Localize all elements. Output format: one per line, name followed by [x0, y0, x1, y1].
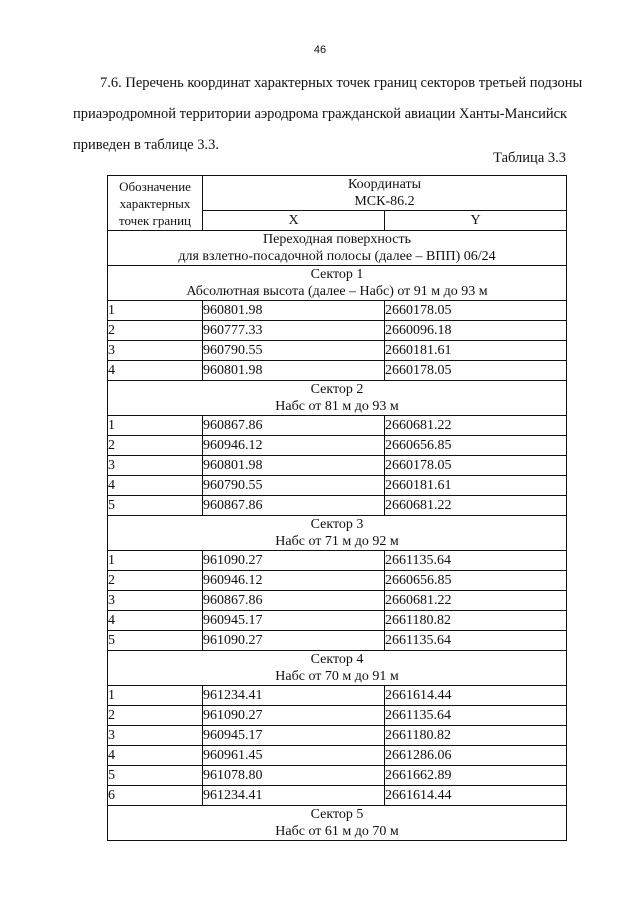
- y-coordinate-cell: 2661180.82: [385, 726, 567, 746]
- point-id-cell: 1: [108, 551, 203, 571]
- y-coordinate-cell: 2661180.82: [385, 611, 567, 631]
- sector-title-row: [108, 651, 567, 686]
- intro-paragraph: [73, 68, 593, 161]
- y-coordinate-cell: 2660681.22: [385, 416, 567, 436]
- y-coordinate-cell: 2661662.89: [385, 766, 567, 786]
- sector-name: Сектор 5: [310, 807, 364, 822]
- sector-name: Сектор 2: [310, 382, 364, 397]
- point-id-cell: 1: [108, 686, 203, 706]
- x-coordinate-cell: 961090.27: [203, 631, 385, 651]
- point-id-cell: 2: [108, 436, 203, 456]
- table-row: [108, 591, 567, 611]
- x-coordinate-cell: 961090.27: [203, 706, 385, 726]
- point-id-cell: 3: [108, 591, 203, 611]
- header-coordinates-title: Координаты: [348, 177, 421, 192]
- header-coordinates: [203, 176, 567, 211]
- point-id-cell: 5: [108, 766, 203, 786]
- intro-line-3: приведен в таблице 3.3.: [73, 137, 219, 153]
- x-coordinate-cell: 960945.17: [203, 726, 385, 746]
- sector-title-row: [108, 516, 567, 551]
- y-coordinate-cell: 2660656.85: [385, 571, 567, 591]
- x-coordinate-cell: 961234.41: [203, 686, 385, 706]
- sector-name: Сектор 1: [310, 267, 364, 282]
- table-row: [108, 706, 567, 726]
- table-row: [108, 476, 567, 496]
- x-coordinate-cell: 960777.33: [203, 321, 385, 341]
- y-coordinate-cell: 2661135.64: [385, 551, 567, 571]
- sector-title-row: [108, 381, 567, 416]
- point-id-cell: 3: [108, 726, 203, 746]
- table-row: [108, 496, 567, 516]
- x-coordinate-cell: 960790.55: [203, 476, 385, 496]
- point-id-cell: 5: [108, 496, 203, 516]
- sector-altitude-range: Набс от 70 м до 91 м: [275, 669, 399, 684]
- page-number: 46: [313, 44, 327, 56]
- y-coordinate-cell: 2660656.85: [385, 436, 567, 456]
- coordinates-table: [107, 175, 567, 841]
- x-coordinate-cell: 960946.12: [203, 571, 385, 591]
- point-id-cell: 3: [108, 341, 203, 361]
- point-id-cell: 3: [108, 456, 203, 476]
- point-id-cell: 4: [108, 746, 203, 766]
- y-coordinate-cell: 2661286.06: [385, 746, 567, 766]
- surface-title-line-2: для взлетно-посадочной полосы (далее – ВПП) 06/24: [178, 249, 496, 264]
- y-coordinate-cell: 2661135.64: [385, 631, 567, 651]
- point-id-cell: 6: [108, 786, 203, 806]
- table-row: [108, 571, 567, 591]
- table-row: [108, 766, 567, 786]
- intro-line-2: приаэродромной территории аэродрома гражданской авиации Ханты-Мансийск: [73, 106, 568, 122]
- point-id-cell: 2: [108, 706, 203, 726]
- table-row: [108, 611, 567, 631]
- x-coordinate-cell: 960801.98: [203, 301, 385, 321]
- sector-altitude-range: Набс от 61 м до 70 м: [275, 824, 399, 839]
- y-coordinate-cell: 2660181.61: [385, 476, 567, 496]
- sector-name: Сектор 4: [310, 652, 364, 667]
- surface-title-line-1: Переходная поверхность: [263, 232, 411, 247]
- y-coordinate-cell: 2660096.18: [385, 321, 567, 341]
- sector-title: [108, 806, 567, 841]
- point-id-cell: 4: [108, 361, 203, 381]
- table-row: [108, 551, 567, 571]
- x-coordinate-cell: 960946.12: [203, 436, 385, 456]
- point-id-cell: 2: [108, 321, 203, 341]
- header-coordinate-system: МСК-86.2: [354, 194, 415, 209]
- x-coordinate-cell: 960867.86: [203, 591, 385, 611]
- x-coordinate-cell: 960945.17: [203, 611, 385, 631]
- y-coordinate-cell: 2660178.05: [385, 301, 567, 321]
- y-coordinate-cell: 2661614.44: [385, 686, 567, 706]
- x-coordinate-cell: 960801.98: [203, 361, 385, 381]
- x-coordinate-cell: 960790.55: [203, 341, 385, 361]
- sector-name: Сектор 3: [310, 517, 364, 532]
- x-coordinate-cell: 961234.41: [203, 786, 385, 806]
- table-row: [108, 321, 567, 341]
- y-coordinate-cell: 2660681.22: [385, 496, 567, 516]
- sector-title: [108, 266, 567, 301]
- sector-altitude-range: Набс от 71 м до 92 м: [275, 534, 399, 549]
- point-id-cell: 5: [108, 631, 203, 651]
- point-id-cell: 4: [108, 476, 203, 496]
- y-coordinate-cell: 2660681.22: [385, 591, 567, 611]
- x-coordinate-cell: 961090.27: [203, 551, 385, 571]
- table-row: [108, 686, 567, 706]
- header-y: Y: [385, 211, 567, 231]
- table-row: [108, 301, 567, 321]
- y-coordinate-cell: 2661614.44: [385, 786, 567, 806]
- table-row: [108, 341, 567, 361]
- point-id-cell: 1: [108, 301, 203, 321]
- y-coordinate-cell: 2661135.64: [385, 706, 567, 726]
- table-row: [108, 786, 567, 806]
- table-row: [108, 456, 567, 476]
- sector-title: [108, 381, 567, 416]
- x-coordinate-cell: 960867.86: [203, 496, 385, 516]
- sector-altitude-range: Набс от 81 м до 93 м: [275, 399, 399, 414]
- surface-title: [108, 231, 567, 266]
- sector-altitude-range: Абсолютная высота (далее – Набс) от 91 м до 93 м: [186, 284, 488, 299]
- coordinates-table-body: [108, 176, 567, 841]
- point-id-cell: 4: [108, 611, 203, 631]
- table-header-row: [108, 176, 567, 211]
- x-coordinate-cell: 961078.80: [203, 766, 385, 786]
- sector-title: [108, 516, 567, 551]
- x-coordinate-cell: 960801.98: [203, 456, 385, 476]
- table-row: [108, 746, 567, 766]
- sector-title-row: [108, 806, 567, 841]
- table-row: [108, 436, 567, 456]
- x-coordinate-cell: 960867.86: [203, 416, 385, 436]
- header-point-label: Обозначение характерных точек границ: [108, 176, 203, 231]
- table-row: [108, 726, 567, 746]
- y-coordinate-cell: 2660181.61: [385, 341, 567, 361]
- y-coordinate-cell: 2660178.05: [385, 361, 567, 381]
- header-x: X: [203, 211, 385, 231]
- sector-title-row: [108, 266, 567, 301]
- y-coordinate-cell: 2660178.05: [385, 456, 567, 476]
- table-row: [108, 361, 567, 381]
- point-id-cell: 1: [108, 416, 203, 436]
- sector-title: [108, 651, 567, 686]
- table-row: [108, 416, 567, 436]
- point-id-cell: 2: [108, 571, 203, 591]
- x-coordinate-cell: 960961.45: [203, 746, 385, 766]
- table-row: [108, 631, 567, 651]
- surface-title-row: [108, 231, 567, 266]
- intro-line-1: 7.6. Перечень координат характерных точек границ секторов третьей подзоны: [100, 75, 583, 91]
- table-caption: Таблица 3.3: [493, 150, 566, 166]
